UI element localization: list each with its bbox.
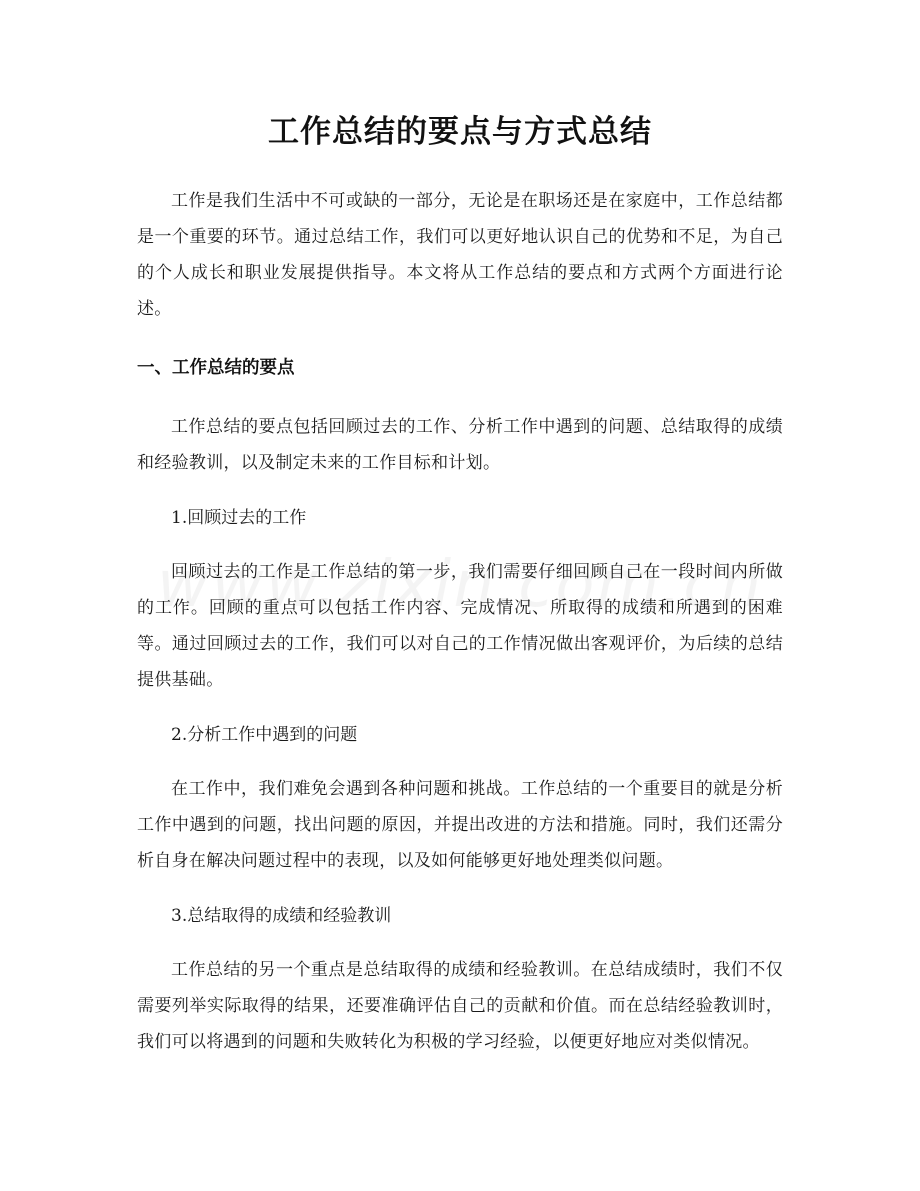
section-heading: 一、工作总结的要点 [137, 358, 295, 378]
subsection-heading-review: 1.回顾过去的工作 [171, 508, 307, 528]
section-intro-paragraph: 工作总结的要点包括回顾过去的工作、分析工作中遇到的问题、总结取得的成绩和经验教训，以及制定未来的工作目标和计划。 [137, 417, 783, 473]
subsection-body-problems: 在工作中，我们难免会遇到各种问题和挑战。工作总结的一个重要目的就是分析工作中遇到的问题，找出问题的原因，并提出改进的方法和措施。同时，我们还需分析自身在解决问题过程中的表现，以及如何能够更好地处理类似问题。 [137, 779, 783, 871]
subsection-heading-achievements: 3.总结取得的成绩和经验教训 [171, 906, 392, 926]
document-title: 工作总结的要点与方式总结 [268, 114, 652, 150]
subsection-heading-problems: 2.分析工作中遇到的问题 [171, 725, 358, 745]
subsection-body-achievements: 工作总结的另一个重点是总结取得的成绩和经验教训。在总结成绩时，我们不仅需要列举实际取得的结果，还要准确评估自己的贡献和价值。而在总结经验教训时，我们可以将遇到的问题和失败转化为积极的学习经验，以便更好地应对类似情况。 [137, 960, 783, 1052]
subsection-body-review: 回顾过去的工作是工作总结的第一步，我们需要仔细回顾自己在一段时间内所做的工作。回顾的重点可以包括工作内容、完成情况、所取得的成绩和所遇到的困难等。通过回顾过去的工作，我们可以对自己的工作情况做出客观评价，为后续的总结提供基础。 [137, 562, 783, 690]
intro-paragraph: 工作是我们生活中不可或缺的一部分，无论是在职场还是在家庭中，工作总结都是一个重要的环节。通过总结工作，我们可以更好地认识自己的优势和不足，为自己的个人成长和职业发展提供指导。本文将从工作总结的要点和方式两个方面进行论述。 [137, 191, 783, 319]
